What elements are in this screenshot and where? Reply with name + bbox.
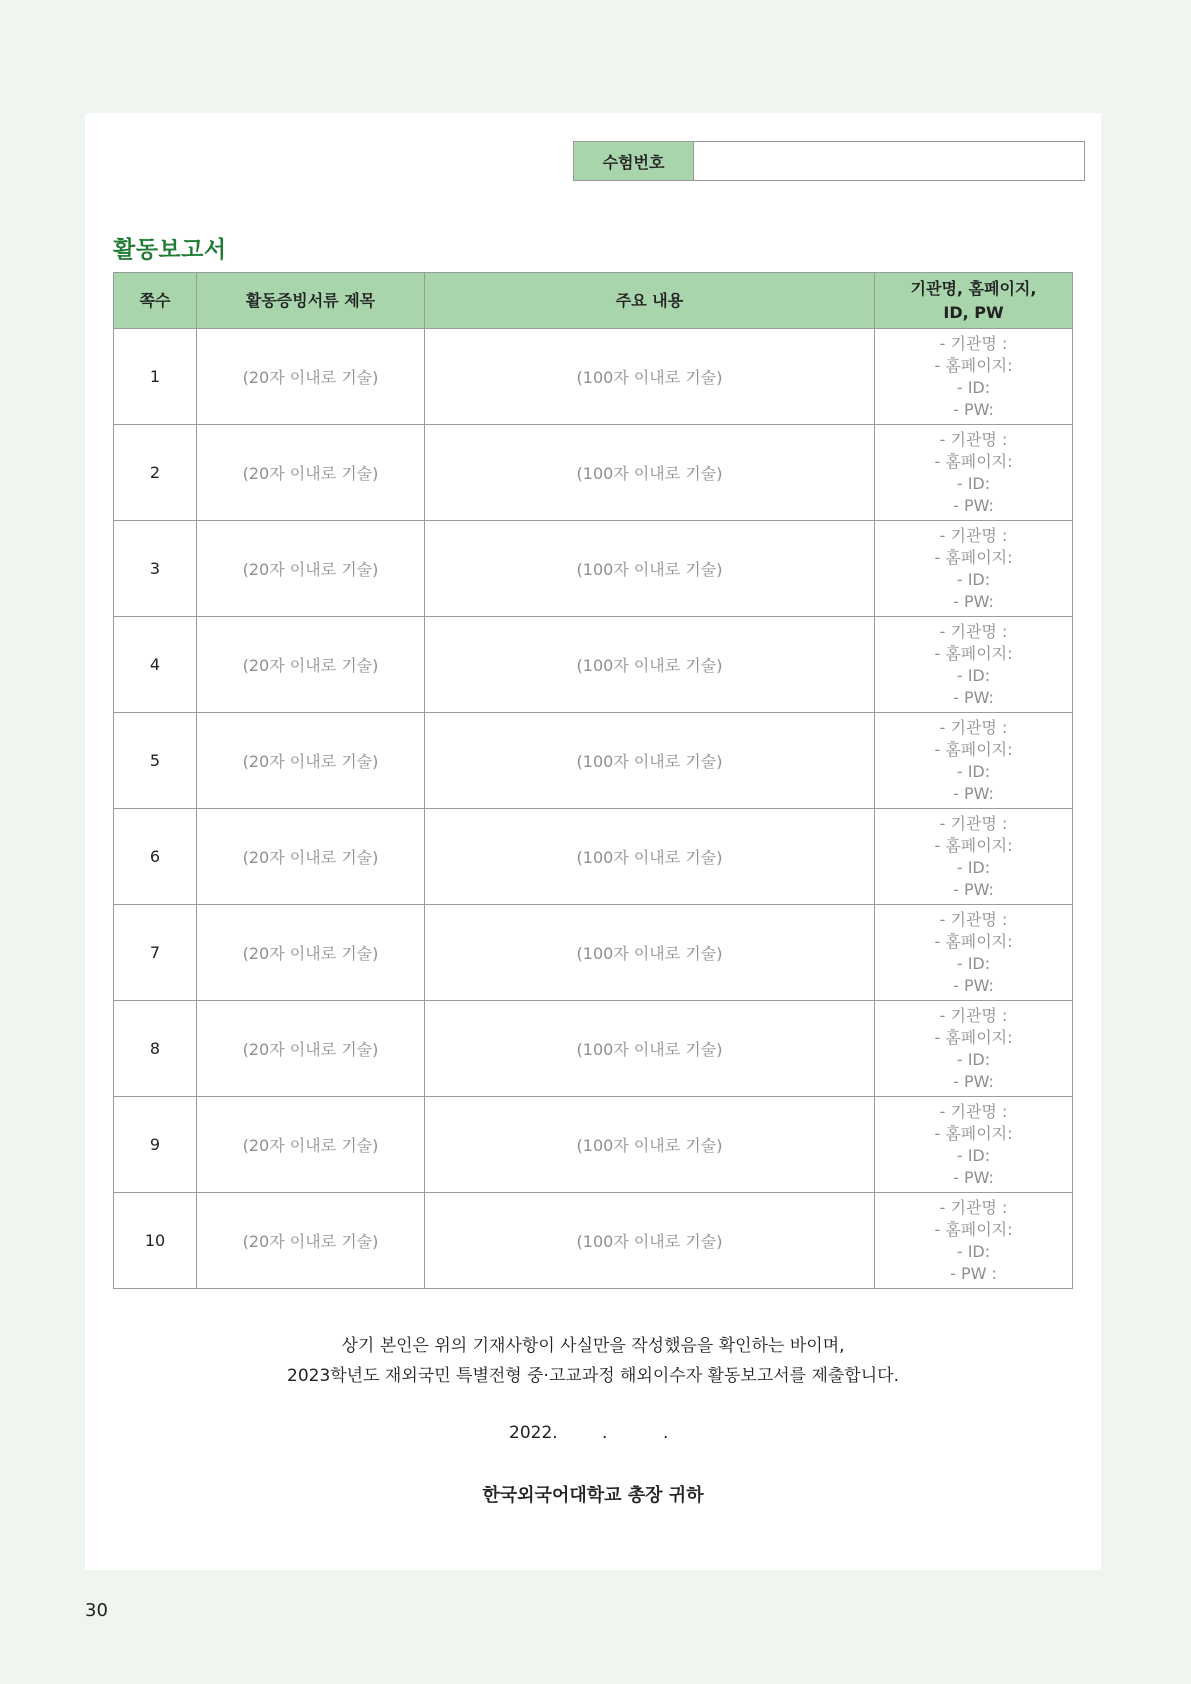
table-row bbox=[114, 1193, 1073, 1289]
main-content-cell[interactable]: (100자 이내로 기술) bbox=[425, 713, 875, 809]
recipient: 한국외국어대학교 총장 귀하 bbox=[482, 1485, 704, 1506]
pw-line: - PW: bbox=[953, 399, 994, 419]
table-row bbox=[114, 1001, 1073, 1097]
page-no-cell: 1 bbox=[114, 329, 197, 425]
homepage-line: - 홈페이지: bbox=[934, 547, 1013, 567]
org-name-line: - 기관명 : bbox=[939, 1005, 1008, 1025]
id-line: - ID: bbox=[956, 665, 991, 685]
main-content-cell[interactable]: (100자 이내로 기술) bbox=[425, 1193, 875, 1289]
org-info-cell[interactable] bbox=[875, 425, 1073, 521]
date-year: 2022. bbox=[509, 1423, 558, 1443]
header-page-no: 쪽수 bbox=[114, 273, 197, 329]
homepage-line: - 홈페이지: bbox=[934, 451, 1013, 471]
pw-line: - PW: bbox=[953, 495, 994, 515]
table-row bbox=[114, 617, 1073, 713]
homepage-line: - 홈페이지: bbox=[934, 931, 1013, 951]
table-header-row bbox=[114, 273, 1073, 329]
org-info-cell[interactable] bbox=[875, 1001, 1073, 1097]
document-title-cell[interactable]: (20자 이내로 기술) bbox=[197, 1097, 425, 1193]
document-title-cell[interactable]: (20자 이내로 기술) bbox=[197, 1193, 425, 1289]
homepage-line: - 홈페이지: bbox=[934, 1027, 1013, 1047]
page-no-cell: 4 bbox=[114, 617, 197, 713]
document-title-cell[interactable]: (20자 이내로 기술) bbox=[197, 809, 425, 905]
id-line: - ID: bbox=[956, 473, 991, 493]
main-content-cell[interactable]: (100자 이내로 기술) bbox=[425, 521, 875, 617]
pw-line: - PW: bbox=[953, 783, 994, 803]
exam-number-label: 수험번호 bbox=[574, 142, 694, 180]
page-no-cell: 3 bbox=[114, 521, 197, 617]
org-name-line: - 기관명 : bbox=[939, 717, 1008, 737]
table-body bbox=[114, 329, 1073, 1289]
table-row bbox=[114, 521, 1073, 617]
page-no-cell: 8 bbox=[114, 1001, 197, 1097]
homepage-line: - 홈페이지: bbox=[934, 835, 1013, 855]
main-content-cell[interactable]: (100자 이내로 기술) bbox=[425, 1097, 875, 1193]
org-name-line: - 기관명 : bbox=[939, 1101, 1008, 1121]
statement-line-1: 상기 본인은 위의 기재사항이 사실만을 작성했음을 확인하는 바이며, bbox=[341, 1336, 845, 1356]
org-name-line: - 기관명 : bbox=[939, 429, 1008, 449]
org-name-line: - 기관명 : bbox=[939, 333, 1008, 353]
document-title-cell[interactable]: (20자 이내로 기술) bbox=[197, 425, 425, 521]
declaration-statement bbox=[85, 1331, 1101, 1391]
table-row bbox=[114, 809, 1073, 905]
table-row bbox=[114, 329, 1073, 425]
document-title-cell[interactable]: (20자 이내로 기술) bbox=[197, 617, 425, 713]
homepage-line: - 홈페이지: bbox=[934, 643, 1013, 663]
header-org-info-line2: ID, PW bbox=[943, 302, 1004, 322]
org-name-line: - 기관명 : bbox=[939, 813, 1008, 833]
main-content-cell[interactable]: (100자 이내로 기술) bbox=[425, 905, 875, 1001]
date-month-separator: . bbox=[602, 1423, 608, 1443]
main-content-cell[interactable]: (100자 이내로 기술) bbox=[425, 425, 875, 521]
page-no-cell: 10 bbox=[114, 1193, 197, 1289]
main-content-cell[interactable]: (100자 이내로 기술) bbox=[425, 1001, 875, 1097]
org-info-cell[interactable] bbox=[875, 809, 1073, 905]
document-title-cell[interactable]: (20자 이내로 기술) bbox=[197, 905, 425, 1001]
submission-date bbox=[509, 1423, 689, 1443]
page-number: 30 bbox=[85, 1600, 108, 1621]
homepage-line: - 홈페이지: bbox=[934, 355, 1013, 375]
org-info-cell[interactable] bbox=[875, 1193, 1073, 1289]
table-row bbox=[114, 1097, 1073, 1193]
id-line: - ID: bbox=[956, 1145, 991, 1165]
org-info-cell[interactable] bbox=[875, 521, 1073, 617]
id-line: - ID: bbox=[956, 1049, 991, 1069]
main-content-cell[interactable]: (100자 이내로 기술) bbox=[425, 329, 875, 425]
id-line: - ID: bbox=[956, 857, 991, 877]
pw-line: - PW: bbox=[953, 687, 994, 707]
homepage-line: - 홈페이지: bbox=[934, 1123, 1013, 1143]
pw-line: - PW: bbox=[953, 975, 994, 995]
pw-line: - PW : bbox=[950, 1263, 997, 1283]
pw-line: - PW: bbox=[953, 879, 994, 899]
statement-line-2: 2023학년도 재외국민 특별전형 중·고교과정 해외이수자 활동보고서를 제출합니다. bbox=[287, 1366, 899, 1386]
id-line: - ID: bbox=[956, 953, 991, 973]
document-title-cell[interactable]: (20자 이내로 기술) bbox=[197, 521, 425, 617]
document-title-cell[interactable]: (20자 이내로 기술) bbox=[197, 329, 425, 425]
id-line: - ID: bbox=[956, 1241, 991, 1261]
org-name-line: - 기관명 : bbox=[939, 525, 1008, 545]
document-page bbox=[85, 113, 1101, 1570]
org-name-line: - 기관명 : bbox=[939, 621, 1008, 641]
org-info-cell[interactable] bbox=[875, 329, 1073, 425]
header-org-info bbox=[875, 273, 1073, 329]
main-content-cell[interactable]: (100자 이내로 기술) bbox=[425, 617, 875, 713]
org-name-line: - 기관명 : bbox=[939, 1197, 1008, 1217]
org-name-line: - 기관명 : bbox=[939, 909, 1008, 929]
report-title: 활동보고서 bbox=[113, 237, 227, 263]
table-row bbox=[114, 425, 1073, 521]
header-org-info-line1: 기관명, 홈페이지, bbox=[910, 278, 1037, 298]
org-info-cell[interactable] bbox=[875, 617, 1073, 713]
page-no-cell: 2 bbox=[114, 425, 197, 521]
id-line: - ID: bbox=[956, 761, 991, 781]
org-info-cell[interactable] bbox=[875, 713, 1073, 809]
page-no-cell: 5 bbox=[114, 713, 197, 809]
table-row bbox=[114, 905, 1073, 1001]
pw-line: - PW: bbox=[953, 591, 994, 611]
homepage-line: - 홈페이지: bbox=[934, 739, 1013, 759]
exam-number-field[interactable] bbox=[694, 142, 1084, 180]
id-line: - ID: bbox=[956, 569, 991, 589]
document-title-cell[interactable]: (20자 이내로 기술) bbox=[197, 713, 425, 809]
date-day-separator: . bbox=[663, 1423, 669, 1443]
header-document-title: 활동증빙서류 제목 bbox=[197, 273, 425, 329]
id-line: - ID: bbox=[956, 377, 991, 397]
homepage-line: - 홈페이지: bbox=[934, 1219, 1013, 1239]
page-no-cell: 7 bbox=[114, 905, 197, 1001]
activity-report-table bbox=[113, 272, 1073, 1289]
page-no-cell: 6 bbox=[114, 809, 197, 905]
org-info-cell[interactable] bbox=[875, 905, 1073, 1001]
pw-line: - PW: bbox=[953, 1167, 994, 1187]
document-title-cell[interactable]: (20자 이내로 기술) bbox=[197, 1001, 425, 1097]
table-row bbox=[114, 713, 1073, 809]
exam-number-box bbox=[573, 141, 1085, 181]
pw-line: - PW: bbox=[953, 1071, 994, 1091]
page-no-cell: 9 bbox=[114, 1097, 197, 1193]
org-info-cell[interactable] bbox=[875, 1097, 1073, 1193]
header-main-content: 주요 내용 bbox=[425, 273, 875, 329]
main-content-cell[interactable]: (100자 이내로 기술) bbox=[425, 809, 875, 905]
